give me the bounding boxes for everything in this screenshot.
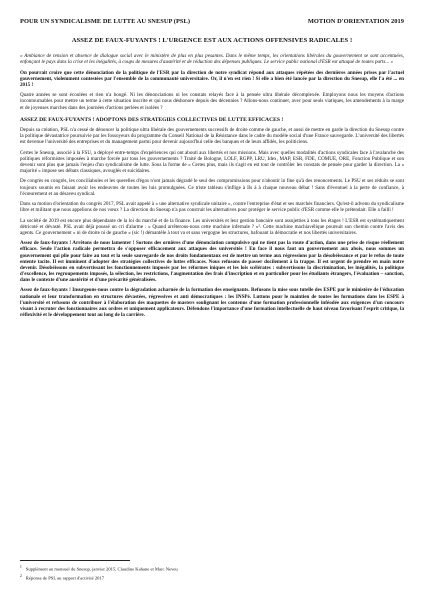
opening-quote: « Ambiance de tension et absence de dialogue social avec le ministère de plus en plus pesantes. Dans le même temps, les orientations libérales du gouvernement se sont accentuées, enfonçant le pays dans la crise et les inégalités, à coups de mesures d'austérité et de réduction des dépenses publiques. Le service public national d'ESR est attaqué de toutes parts... » <box>20 53 404 66</box>
footnote-divider <box>20 560 130 561</box>
footnote-number: 1 <box>20 565 22 569</box>
footnote <box>20 564 404 573</box>
footnote-number: 2 <box>20 573 22 578</box>
bold-paragraph: Assez de faux-fuyants ! Arrêtons de nous lamenter ! Sortons des ornières d'une dénonciation compulsive qui ne tient pas la route d'action, dans une prise de risque réellement efficace. Seule l'action radicale permettra de s'opposer efficacement aux attaques des universités ! En face il nous faut un gouvernement aux abois, nous sommes un gouvernement qui plie pour faire au tout et la seule sauvegarde de nos droits fondamentaux est de mettre un terme aux régressions par la désobéissance et par le refus de toute entente tacite. Il est imminent d'adopter des stratégies collectives de luttes efficaces. Nous refusons de passer docilement à la trappe. Il est urgent de prendre en main notre devenir. Désobéissons en subvertissant les fonctionnements imposés par les réformes iniques et les lois scélérates : subvertissons la discrimination, les inégalités, la politique d'excellence, les regroupements imposés, la sélection, les restrictions, l'augmentation des frais d'inscription et en particulier pour les étudiants étrangers, l'évaluation – sanction, dans le contexte d'une austérité et d'une précarité généralisées. <box>20 240 404 284</box>
paragraph: Certes le Snesup, associé à la FSU, a déployé entre-temps d'expériences qui ont abouti aux libertés et nos missions. Mais avec quelles modalités d'actions syndicales face à l'avalanche des politiques réformistes imposées à marche forcée par tous les gouvernements ? Traité de Bologne, LOLF, RGPP, LRU, Idex, MAP, ESR, FDE, COMUE, ORE, Fonction Publique et son devenir sont plus que jamais l'enjeu d'un syndicalisme de lutte. Sous la forme de « Certes plus, mais ils s'agit en est tout de contrôler les constats de pensée pour garder la direction. La « majorité » impose ses débats classiques, avouglés et suicidaires. <box>20 149 404 175</box>
paragraph: Quatre années se sont écoulées et rien n'a bougé. Ni les dénonciations ni les constats relayés face à la pensée ultra libérale décomplexée. Employons nous les moyens d'actions incontournables pour mettre un terme à cette situation inscrite et qui nous déshonore depuis des décennies ? Allons-nous continuer, avec pour seuls viatiques, les amendements à la marge et de joyeuses marches dans des journées d'actions perlées et isolées ? <box>20 92 404 111</box>
document-title: ASSEZ DE FAUX-FUYANTS ! L'URGENCE EST AUX ACTIONS OFFENSIVES RADICALES ! <box>71 37 353 44</box>
document-header <box>20 18 404 25</box>
footnote-text: Supplément au mensuel du Snesup, janvier 2015, Claudine Kahane et Marc Neveu <box>25 566 178 572</box>
paragraph: La société de 2019 est encore plus dépendante de la loi du marché et de la finance. Les universités et leur gestion bancaire sont assujetties à tous les étages ! L'ESR est systématiquement détricoté et dévasté. PSL avait déjà poussé un cri d'alarme : « Quand arrêterons-nous cette machine infernale ? »². Cette machine machiavélique poursuit son chemin contre l'avis des agents. Ce gouvernement « ni de droite ni de gauche » (sic !) démantèle à tout va et sans vergogne les structures, bafouant la démocratie et nos libertés universitaires. <box>20 217 404 236</box>
paragraph: On pourrait croire que cette dénonciation de la politique de l'ESR par la direction de notre syndicat répond aux attaques répétées des dernières années prises par l'actuel gouvernement, violemment contestées par l'ensemble de la communauté universitaire. Or, il n'en est rien ! Si elle a bien été lancée par la direction du Snesup, elle l'a été ... en 2015 ! <box>20 69 404 88</box>
paragraph: Dans sa motion d'orientation du congrès 2017, PSL avait appelé à « une alternative syndicale unitaire », contre l'entreprise d'état et ses marchés financiers. Qu'est-il advenu du syndicalisme libre et militant que nous appelions de nos vœux ? La direction du Snesup n'a pas construit les alternatives pour protéger le service public d'ESR comme elle le prétendait. Elle a failli ! <box>20 201 404 214</box>
footnote <box>20 573 404 582</box>
header-motion-label: MOTION D'ORIENTATION 2019 <box>307 18 404 25</box>
paragraph: De congrès en congrès, les conciliabules et les querelles d'égos n'ont jamais dégradé le seul des compromissions pour n'aboutir in fine qu'à des renoncements. Le PSU et ses réduits se sont toujours soumis en faisant avoir les endeuvres de toutes les luis promulguées. Ce triste tableau s'inflige à Ils à à chaque nouveau débat ! Sans d'éventuel à la perte de confiance, à l'écœurement et au désaveu syndical. <box>20 178 404 197</box>
header-organization: POUR UN SYNDICALISME DE LUTTE AU SNESUP (PSL) <box>20 18 191 25</box>
footnote-text: Réponse de PSL au rapport d'activité 2017 <box>25 575 105 581</box>
footnotes <box>20 560 404 581</box>
bold-paragraph: Assez de faux-fuyants ! Insurgeons-nous contre la dégradation acharnée de la formation des enseignants. Refusons la mise sous tutelle des ESPE par le ministère de l'éducation nationale et leur transformation en structures dévastées, régressives et anti démocratiques : les INSPé. Luttons pour le maintien de toutes les formations dans les ESPE à l'université et refusons de contribuer à l'élaboration des maquettes de masters soulignant les contenus d'une formation professionnelle inféodée aux exigences d'un concours visant à recruter des fonctionnaires aux ordres et uniquement applicateurs. Défendons l'importance d'une formation intellectuelle de haut niveau favorisant l'esprit critique, la réflexivité et le développement tout au long de la carrière. <box>20 287 404 319</box>
section-subtitle: ASSEZ DE FAUX-FUYANTS ! ADOPTONS DES STRATEGIES COLLECTIVES DE LUTTE EFFICACES ! <box>20 116 284 123</box>
document-page <box>20 18 404 318</box>
paragraph: Depuis sa création, PSL n'a cessé de dénoncer la politique ultra libérale des gouvernements successifs de droite comme de gauche, et aussi de mettre en garde la direction du Snesup contre la politique dévastatrice poursuivie par les fossoyeurs du programme du Conseil National de la Résistance dans le cadre du modèle social d'une France sauvegarde. L'université des libertés est devenue l'université des entreprises et du management parmi pour devenir aujourd'hui celle des banques et de leurs affidés, les politiciens. <box>20 126 404 146</box>
